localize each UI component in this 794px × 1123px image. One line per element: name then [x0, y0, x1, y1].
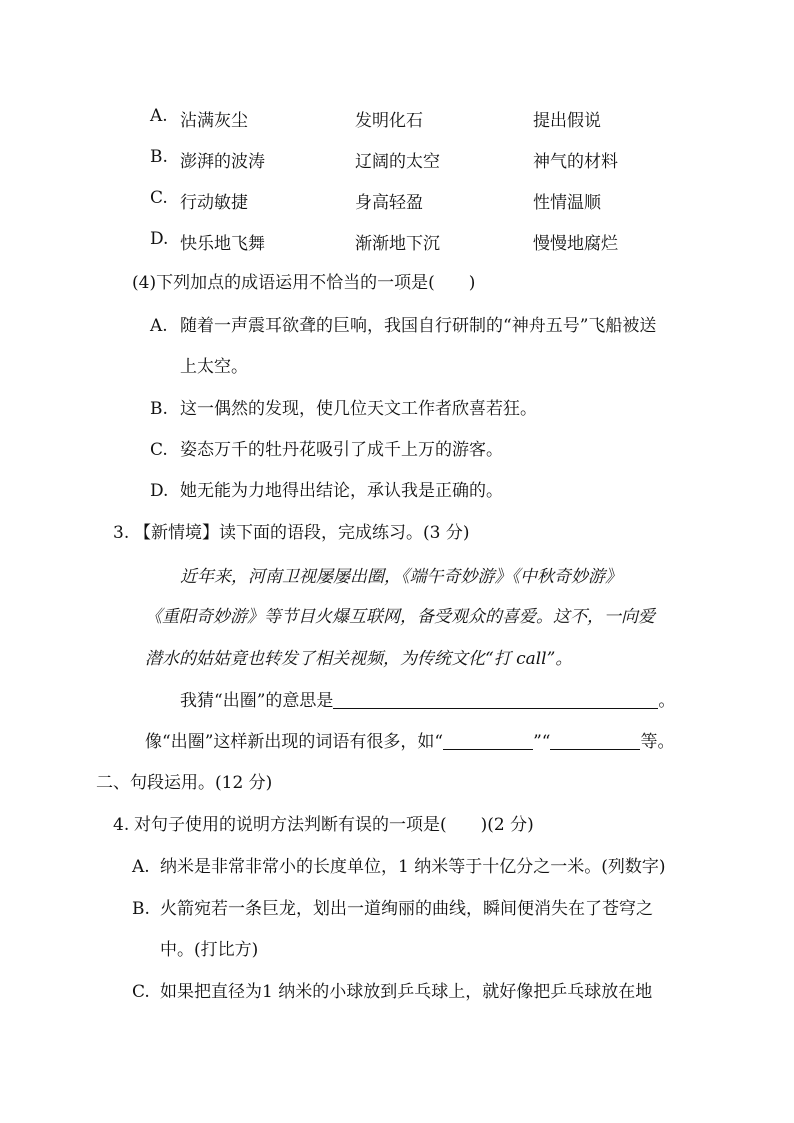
fill-prefix: 我猜“出圈”的意思是 — [180, 691, 334, 711]
question-title: 【新情境】读下面的语段，完成练习。(3 分) — [134, 523, 470, 543]
section-heading: 二、句段运用。(12 分) — [96, 773, 273, 793]
option-cell: 快乐地飞舞 — [180, 234, 265, 254]
fill-suffix: 。 — [658, 691, 676, 711]
option-letter: A. — [150, 106, 168, 126]
question-number: 4. — [113, 815, 130, 835]
option-letter: B. — [150, 399, 168, 419]
fill-line-words — [145, 730, 674, 754]
option-cell: 辽阔的太空 — [355, 152, 440, 172]
option-cell: 渐渐地下沉 — [355, 234, 440, 254]
option-cell: 性情温顺 — [533, 193, 601, 213]
option-cell: 提出假说 — [533, 111, 601, 131]
option-text: 这一偶然的发现，使几位天文工作者欣喜若狂。 — [180, 399, 537, 419]
option-letter: B. — [132, 899, 150, 919]
option-letter: B. — [150, 147, 168, 167]
option-letter: C. — [132, 982, 150, 1002]
option-letter: A. — [132, 857, 150, 877]
passage-line: 潜水的姑姑竟也转发了相关视频，为传统文化“打 call”。 — [145, 649, 573, 669]
option-text: 火箭宛若一条巨龙，划出一道绚丽的曲线，瞬间便消失在了苍穹之 — [160, 899, 653, 919]
option-letter: A. — [150, 316, 168, 336]
option-text: 纳米是非常非常小的长度单位，1 纳米等于十亿分之一米。(列数字) — [160, 857, 666, 877]
fill-line-meaning — [180, 689, 675, 713]
answer-blank[interactable] — [443, 731, 533, 750]
question-number: 3. — [113, 523, 130, 543]
fill-prefix: 像“出圈”这样新出现的词语有很多，如“ — [145, 732, 444, 752]
passage-line: 《重阳奇妙游》等节目火爆互联网，备受观众的喜爱。这不，一向爱 — [145, 607, 655, 627]
question-stem: (4)下列加点的成语运用不恰当的一项是( ) — [132, 273, 476, 293]
option-cell: 发明化石 — [355, 111, 423, 131]
option-cell: 身高轻盈 — [355, 193, 423, 213]
option-letter: D. — [150, 229, 169, 249]
option-letter: D. — [150, 481, 169, 501]
option-letter: C. — [150, 440, 168, 460]
option-cell: 沾满灰尘 — [180, 111, 248, 131]
option-text: 中。(打比方) — [160, 940, 259, 960]
option-text: 她无能为力地得出结论，承认我是正确的。 — [180, 481, 503, 501]
option-text: 姿态万千的牡丹花吸引了成千上万的游客。 — [180, 440, 503, 460]
fill-mid: ”“ — [533, 732, 551, 752]
answer-blank[interactable] — [550, 731, 640, 750]
option-cell: 神气的材料 — [533, 152, 618, 172]
option-cell: 慢慢地腐烂 — [533, 234, 618, 254]
option-cell: 澎湃的波涛 — [180, 152, 265, 172]
answer-blank[interactable] — [333, 690, 658, 709]
option-text: 随着一声震耳欲聋的巨响，我国自行研制的“神舟五号”飞船被送 — [180, 316, 657, 336]
passage-line: 近年来，河南卫视屡屡出圈，《端午奇妙游》《中秋奇妙游》 — [180, 567, 622, 587]
option-text: 上太空。 — [180, 357, 248, 377]
option-text: 如果把直径为1 纳米的小球放到乒乓球上，就好像把乒乓球放在地 — [160, 982, 653, 1002]
option-cell: 行动敏捷 — [180, 193, 248, 213]
question-stem: 对句子使用的说明方法判断有误的一项是( )(2 分) — [134, 815, 534, 835]
fill-suffix: 等。 — [640, 732, 675, 752]
option-letter: C. — [150, 188, 168, 208]
